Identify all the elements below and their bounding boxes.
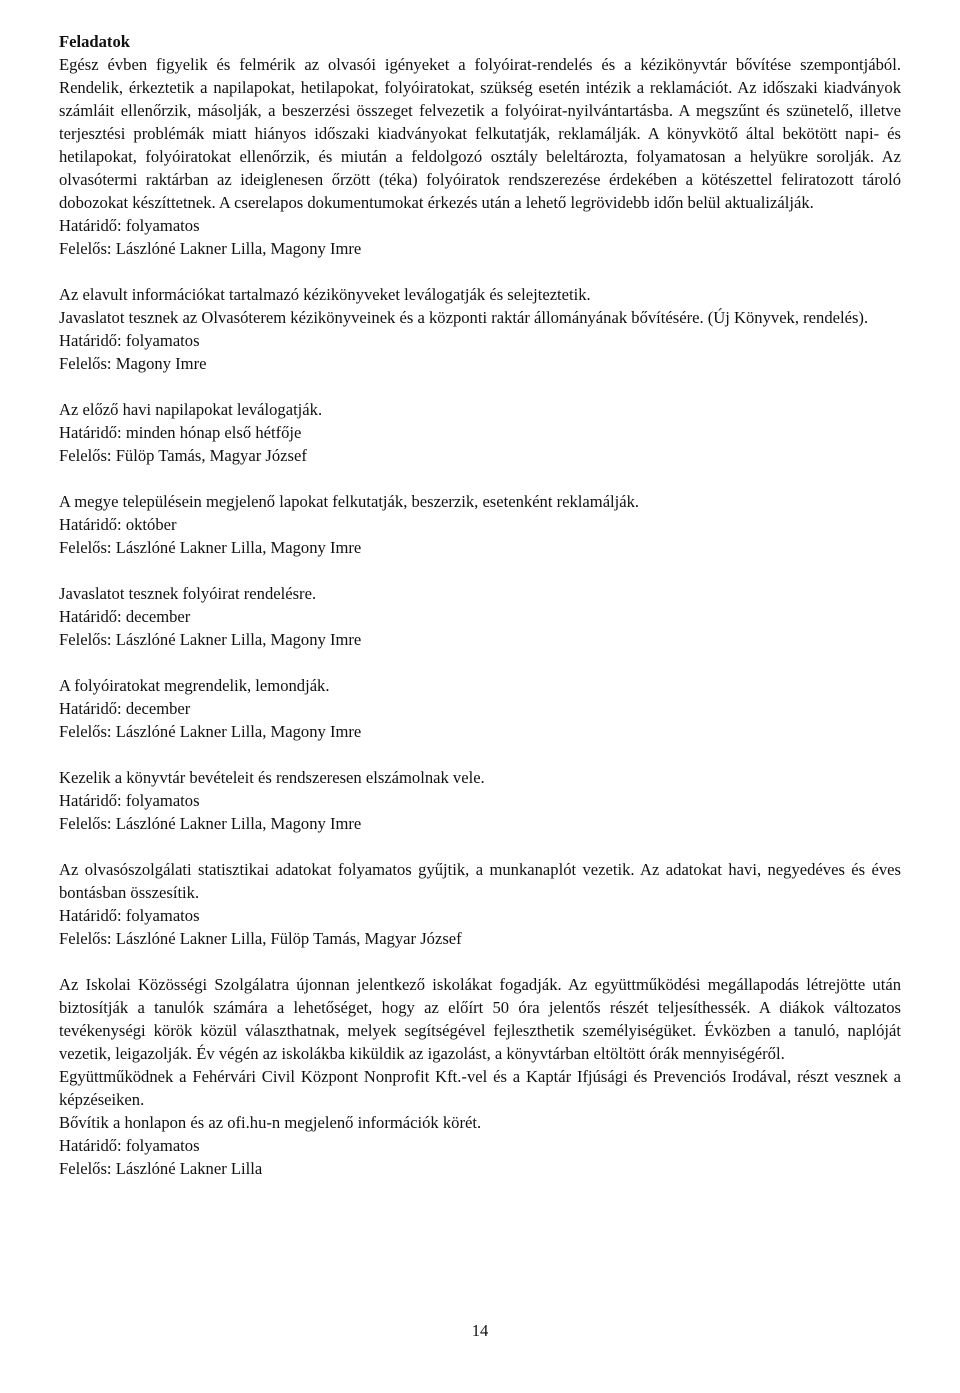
intro-block: [59, 53, 901, 260]
task-block-3: [59, 490, 901, 559]
task-text: Bővítik a honlapon és az ofi.hu-n megjelenő információk körét.: [59, 1113, 482, 1132]
task-block-4: [59, 582, 901, 651]
document-page: [59, 30, 901, 1203]
task-text: Az Iskolai Közösségi Szolgálatra újonnan jelentkező iskolákat fogadják. Az együttműködési megállapodás létrejötte után biztosítják a tanulók számára a lehetőséget, hogy az előírt 50 óra jelentős részét teljesíthessék. A diákok változatos tevékenységi körök közül választhatnak, melyek segítségével fejleszthetik személyiségüket. Évközben a tanuló, naplóját vezetik, leigazolják. Év végén az iskolákba kiküldik az igazolást, a könyvtárban eltöltött órák mennyiségéről.: [59, 975, 901, 1063]
task-responsible: Felelős: Magony Imre: [59, 354, 207, 373]
task-text: Az elavult információkat tartalmazó kézikönyveket leválogatják és selejteztetik.: [59, 285, 591, 304]
section-heading: Feladatok: [59, 32, 130, 51]
task-deadline: Határidő: folyamatos: [59, 906, 200, 925]
intro-responsible: Felelős: Lászlóné Lakner Lilla, Magony Imre: [59, 239, 362, 258]
task-text: Együttműködnek a Fehérvári Civil Központ Nonprofit Kft.-vel és a Kaptár Ifjúsági és Prevenciós Irodával, részt vesznek a képzéseiken.: [59, 1067, 901, 1109]
task-text: A megye településein megjelenő lapokat felkutatják, beszerzik, esetenként reklamálják.: [59, 492, 640, 511]
task-text: Az előző havi napilapokat leválogatják.: [59, 400, 323, 419]
task-deadline: Határidő: folyamatos: [59, 1136, 200, 1155]
task-deadline: Határidő: december: [59, 699, 191, 718]
task-text: Az olvasószolgálati statisztikai adatokat folyamatos gyűjtik, a munkanaplót vezetik. Az adatokat havi, negyedéves és éves bontásban összesítik.: [59, 860, 901, 902]
intro-deadline: Határidő: folyamatos: [59, 216, 200, 235]
task-text: Javaslatot tesznek folyóirat rendelésre.: [59, 584, 317, 603]
page-number: 14: [471, 1321, 489, 1340]
task-deadline: Határidő: december: [59, 607, 191, 626]
intro-paragraph: Egész évben figyelik és felmérik az olvasói igényeket a folyóirat-rendelés és a kézikönyvtár bővítése szempontjából. Rendelik, érkeztetik a napilapokat, hetilapokat, folyóiratokat, szükség esetén intézik a reklamációt. Az időszaki kiadványok számláit ellenőrzik, másolják, a beszerzési összeget felvezetik a folyóirat-nyilvántartásba. A megszűnt és szünetelő, illetve terjesztési problémák miatt hiányos időszaki kiadványokat felkutatják, reklamálják. A könyvkötő által bekötött napi- és hetilapokat, folyóiratokat ellenőrzik, és miután a feldolgozó osztály beleltározta, folyamatosan a helyükre sorolják. Az olvasótermi raktárban az ideiglenesen őrzött (téka) folyóiratok rendszerezése érdekében a kötészettel feliratozott tároló dobozokat készíttetnek. A cserelapos dokumentumokat érkezés után a lehető legrövidebb időn belül aktualizálják.: [59, 55, 901, 212]
task-block-7: [59, 858, 901, 950]
task-block-2: [59, 398, 901, 467]
task-deadline: Határidő: folyamatos: [59, 331, 200, 350]
task-text: Kezelik a könyvtár bevételeit és rendszeresen elszámolnak vele.: [59, 768, 485, 787]
task-text: Javaslatot tesznek az Olvasóterem kézikönyveinek és a központi raktár állományának bővítésére. (Új Könyvek, rendelés).: [59, 308, 869, 327]
task-deadline: Határidő: folyamatos: [59, 791, 200, 810]
task-responsible: Felelős: Lászlóné Lakner Lilla, Fülöp Tamás, Magyar József: [59, 929, 462, 948]
task-block-6: [59, 766, 901, 835]
task-responsible: Felelős: Lászlóné Lakner Lilla, Magony Imre: [59, 814, 362, 833]
task-block-5: [59, 674, 901, 743]
task-block-1: [59, 283, 901, 375]
task-block-8: [59, 973, 901, 1180]
task-responsible: Felelős: Lászlóné Lakner Lilla: [59, 1159, 263, 1178]
task-deadline: Határidő: minden hónap első hétfője: [59, 423, 302, 442]
task-responsible: Felelős: Fülöp Tamás, Magyar József: [59, 446, 307, 465]
task-responsible: Felelős: Lászlóné Lakner Lilla, Magony Imre: [59, 538, 362, 557]
task-text: A folyóiratokat megrendelik, lemondják.: [59, 676, 330, 695]
task-responsible: Felelős: Lászlóné Lakner Lilla, Magony Imre: [59, 722, 362, 741]
task-deadline: Határidő: október: [59, 515, 177, 534]
task-responsible: Felelős: Lászlóné Lakner Lilla, Magony Imre: [59, 630, 362, 649]
